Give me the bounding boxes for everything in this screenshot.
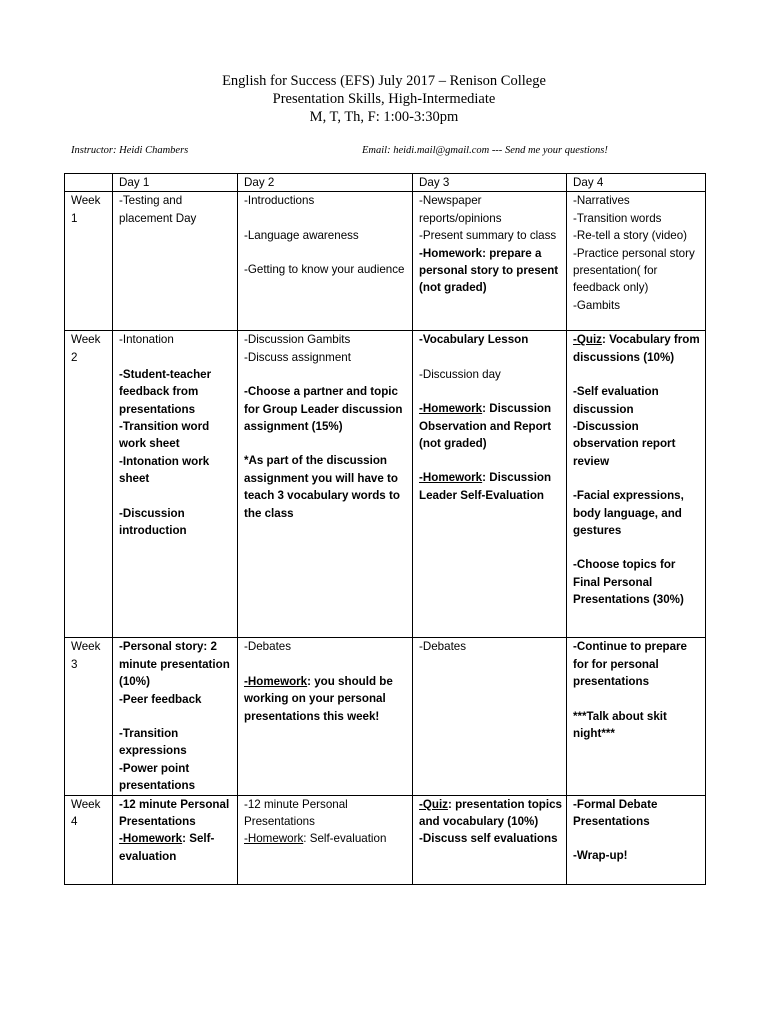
cell-entry: -12 minute Personal Presentations — [119, 797, 233, 829]
table-row — [65, 192, 706, 331]
keyword-label: -Homework — [244, 674, 308, 688]
cell-entry: -Homework: Discussion Observation and Report (not graded) — [419, 402, 555, 451]
cell-entry: *As part of the discussion assignment you will have to teach 3 vocabulary words to the class — [244, 454, 404, 520]
cell-entry: -Newspaper reports/opinions — [419, 194, 502, 225]
day-cell — [113, 638, 238, 795]
day-cell — [238, 795, 413, 884]
cell-entry: -Discuss assignment — [244, 350, 351, 364]
cell-entry: -Transition expressions — [119, 727, 187, 758]
cell-entry: -Facial expressions, body language, and gestures — [573, 489, 688, 538]
cell-entry: -Power point presentations — [119, 761, 196, 793]
cell-entry: -Self evaluation discussion — [573, 385, 662, 416]
email-dashes: --- — [491, 145, 503, 156]
cell-entry: -Testing and placement Day — [119, 194, 197, 225]
cell-entry: -Personal story: 2 minute presentation (10%) — [119, 640, 234, 689]
cell-spacer — [244, 435, 408, 452]
course-title: English for Success (EFS) July 2017 – Renison College — [222, 73, 546, 89]
instructor-email — [362, 145, 608, 156]
cell-entry: -Formal Debate Presentations — [573, 797, 661, 829]
day-cell — [113, 795, 238, 884]
cell-entry: -Intonation work sheet — [119, 454, 213, 486]
cell-spacer — [573, 366, 701, 383]
course-schedule-time: M, T, Th, F: 1:00-3:30pm — [309, 109, 459, 125]
cell-entry: -Homework: Self-evaluation — [244, 832, 387, 846]
cell-spacer — [419, 349, 562, 366]
cell-entry: -Homework: Discussion Leader Self-Evaluation — [419, 471, 555, 502]
day-cell — [238, 192, 413, 331]
day-cell — [413, 192, 567, 331]
header-cell-day-1: Day 1 — [113, 174, 238, 192]
cell-entry: -Quiz: presentation topics and vocabulary (10%) — [419, 797, 566, 829]
cell-spacer — [244, 244, 408, 261]
cell-entry: -Re-tell a story (video) — [573, 229, 688, 243]
cell-entry: -Gambits — [573, 298, 621, 312]
day-cell — [238, 638, 413, 795]
cell-entry: -Getting to know your audience — [244, 263, 405, 277]
cell-spacer — [119, 349, 233, 366]
cell-entry: -Intonation — [119, 333, 174, 347]
cell-spacer — [244, 210, 408, 227]
email-label: Email: heidi.mail@gmail.com — [362, 145, 492, 156]
cell-entry: -Choose topics for Final Personal Presentations (30%) — [573, 558, 684, 607]
cell-entry: -Discussion Gambits — [244, 333, 351, 347]
cell-entry: -Transition word work sheet — [119, 420, 213, 451]
cell-spacer — [419, 452, 562, 469]
day-cell — [413, 331, 567, 638]
cell-entry: ***Talk about skit night*** — [573, 709, 671, 741]
keyword-label: -Homework — [419, 471, 483, 485]
keyword-label: -Homework — [119, 832, 183, 846]
cell-entry: -Discuss self evaluations — [419, 832, 558, 846]
cell-entry: -Narratives — [573, 194, 630, 208]
cell-spacer — [119, 488, 233, 505]
week-label-cell: Week 2 — [65, 331, 113, 638]
keyword-label: -Homework — [244, 832, 304, 846]
cell-spacer — [573, 470, 701, 487]
cell-spacer — [119, 708, 233, 725]
cell-entry: -Student-teacher feedback from presentations — [119, 367, 215, 416]
day-cell — [238, 331, 413, 638]
cell-entry: -Homework: you should be working on your personal presentations this week! — [244, 674, 397, 723]
header-cell-week — [65, 174, 113, 192]
schedule-table — [64, 173, 706, 885]
table-row — [65, 331, 706, 638]
table-header-row — [65, 174, 706, 192]
day-cell — [113, 331, 238, 638]
table-row — [65, 638, 706, 795]
cell-entry: -Wrap-up! — [573, 849, 628, 863]
cell-entry: -Homework: Self-evaluation — [119, 832, 215, 863]
day-cell — [413, 638, 567, 795]
cell-entry: -Discussion introduction — [119, 506, 188, 538]
cell-entry: -Peer feedback — [119, 692, 202, 706]
cell-spacer — [419, 383, 562, 400]
cell-spacer — [573, 830, 701, 847]
keyword-label: -Quiz — [573, 333, 602, 347]
header-cell-day-3: Day 3 — [413, 174, 567, 192]
cell-entry: -Continue to prepare for for personal presentations — [573, 640, 691, 689]
cell-entry: -12 minute Personal Presentations — [244, 797, 351, 829]
week-label-cell: Week 1 — [65, 192, 113, 331]
header-cell-day-2: Day 2 — [238, 174, 413, 192]
cell-entry: -Homework: prepare a personal story to present (not graded) — [419, 246, 562, 295]
cell-entry: -Present summary to class — [419, 229, 557, 243]
cell-entry: -Choose a partner and topic for Group Leader discussion assignment (15%) — [244, 385, 406, 434]
cell-spacer — [244, 656, 408, 673]
cell-entry: -Transition words — [573, 211, 662, 225]
day-cell — [567, 638, 706, 795]
cell-entry: -Discussion observation report review — [573, 420, 679, 468]
week-label-cell: Week 3 — [65, 638, 113, 795]
cell-entry: -Discussion day — [419, 367, 501, 381]
cell-entry: -Vocabulary Lesson — [419, 333, 529, 347]
cell-spacer — [573, 539, 701, 556]
week-label-cell: Week 4 — [65, 795, 113, 884]
contact-line — [71, 145, 691, 161]
day-cell — [567, 331, 706, 638]
day-cell — [567, 795, 706, 884]
day-cell — [567, 192, 706, 331]
cell-entry: -Debates — [244, 640, 292, 654]
cell-entry: -Practice personal story presentation( for feedback only) — [573, 246, 699, 295]
day-cell — [113, 192, 238, 331]
cell-entry: -Introductions — [244, 194, 315, 208]
keyword-label: -Homework — [419, 402, 483, 416]
course-subtitle: Presentation Skills, High-Intermediate — [272, 91, 496, 107]
cell-spacer — [573, 691, 701, 708]
cell-spacer — [244, 366, 408, 383]
instructor-name: Instructor: Heidi Chambers — [71, 145, 189, 156]
cell-entry: -Debates — [419, 640, 467, 654]
table-row — [65, 795, 706, 884]
cell-entry: -Quiz: Vocabulary from discussions (10%) — [573, 333, 703, 364]
document-header — [0, 72, 768, 126]
day-cell — [413, 795, 567, 884]
header-cell-day-4: Day 4 — [567, 174, 706, 192]
email-note: Send me your questions! — [502, 145, 608, 156]
cell-entry: -Language awareness — [244, 228, 359, 242]
keyword-label: -Quiz — [419, 797, 448, 811]
